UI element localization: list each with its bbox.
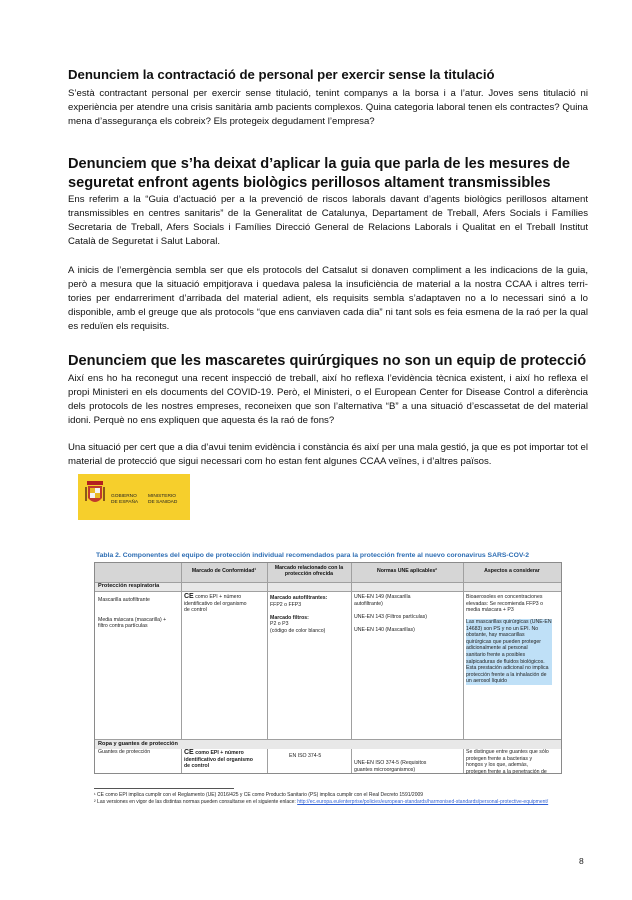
cell-equipment: Guantes de protección bbox=[98, 749, 151, 755]
page-number: 8 bbox=[579, 856, 584, 866]
cell-equipment: Mascarilla autofiltrante Media máscara (mascarilla) + filtro contra partículas bbox=[98, 597, 167, 630]
column-header: Marcado relacionado con la protección ofrecida bbox=[274, 565, 344, 577]
cell-conformity bbox=[184, 594, 247, 614]
logo-text-ministerio: MINISTERIO DE SANIDAD bbox=[148, 494, 178, 505]
cell-marking-label: Marcado filtros: bbox=[270, 614, 309, 621]
paragraph: A inicis de l’emergència sembla ser que els protocols del Catsalut si donaven compliment a les indicacions de la guia, però a mesura que la situació empitjorava i quedava palesa la insuficiència de material a la nostra CCAA i altres terri-tories per endarreriment d’arribada del material adient, els requisits sembla s’adaptaven no a lo necessari sinó a lo disponible, amb el greuge que als protocols “que ens canviaven cada dia” ni tant sols es feia esmena de la raó per la qual es reduïen els requisits. bbox=[68, 265, 588, 332]
paragraph: Així ens ho ha reconegut una recent inspecció de treball, així ho reflexa l’evidència tècnica existent, i així ho reflexa el propi Ministeri en els documents del COVID-19. Però, el Ministeri, o el European Center for Disease Control a diferència dels protocols de les nostres empreses, reconeixen que son l’alternativa “B” a una situació d’escassetat de del material idoni. Perquè no ens expliquen que aquesta és la raó de fons? bbox=[68, 372, 588, 426]
footnote-link[interactable]: http://ec.europa.eu/enterprise/policies/european-standards/harmonised-standards/personal-protective-equipment/ bbox=[297, 799, 549, 805]
column-header: Aspectos a considerar bbox=[484, 568, 540, 574]
footnote: ¹ CE como EPI implica cumplir con el Reglamento (UE) 2016/425 y CE como Producto Sanitario (PS) implica cumplir con el Real Decreto 1591/2009 bbox=[94, 792, 424, 798]
cell-considerations: Bioaerosoles en concentraciones elevadas: Se recomienda FFP3 o media máscara + P3 bbox=[466, 594, 543, 614]
section-row bbox=[95, 582, 561, 591]
section-guia bbox=[68, 155, 588, 334]
cell-marking-value: P2 o P3 (código de color blanco) bbox=[270, 621, 326, 634]
cell-standards: UNE-EN ISO 374-5 (Requisitos guantes microorganismos) bbox=[354, 760, 427, 773]
cell-marking-value: FFP2 o FFP3 bbox=[270, 601, 302, 608]
section-label: Protección respiratoria bbox=[98, 583, 160, 589]
section-contractacio bbox=[68, 66, 588, 129]
section-heading: Denunciem que s’ha deixat d’aplicar la guia que parla de les mesures de seguretat enfront agents biològics perillosos altament transmissibles bbox=[68, 156, 571, 191]
ppe-table bbox=[94, 562, 562, 774]
cell-considerations: Se distingue entre guantes que sólo protegen frente a bacterias y hongos y los que, además, protegen frente a la penetración de bbox=[466, 749, 549, 775]
ce-mark: CE bbox=[184, 749, 194, 756]
cell-marking: EN ISO 374-5 bbox=[289, 753, 322, 759]
cell-considerations-highlight: Las mascarillas quirúrgicas (UNE-EN 14683) son PS y no un EPI. No obstante, hay mascarillas quirúrgicas que pueden proteger adicionalmente al personal sanitario frente a posibles salpicaduras de fluidos biológicos. Esta prestación adicional no implica protección frente a la inhalación de un aerosol líquido bbox=[466, 619, 552, 685]
embedded-document-image bbox=[78, 474, 568, 820]
section-label: Ropa y guantes de protección bbox=[98, 741, 178, 747]
cell-conformity-text: como EPI + número identificativo del organismo de control bbox=[184, 750, 253, 770]
footnote-text: ² Las versiones en vigor de las distintas normas pueden consultarse en el siguiente enlace: bbox=[94, 799, 298, 805]
column-header: Normas UNE aplicables² bbox=[377, 568, 437, 574]
section-heading: Denunciem que les mascaretes quirúrgiques no son un equip de protecció bbox=[68, 353, 587, 369]
coat-of-arms-icon bbox=[84, 479, 106, 509]
government-logo bbox=[78, 474, 190, 520]
cell-marking bbox=[270, 595, 327, 635]
cell-conformity bbox=[184, 750, 253, 770]
cell-standards: UNE-EN 149 (Mascarilla autofiltrante) UNE-EN 143 (Filtros partículas) UNE-EN 140 (Mascarillas) bbox=[354, 594, 427, 633]
footnote bbox=[94, 799, 564, 805]
cell-marking-label: Marcado autofiltrantes: bbox=[270, 595, 328, 601]
logo-text-gobierno: GOBIERNO DE ESPAÑA bbox=[111, 494, 139, 505]
ce-mark: CE bbox=[184, 593, 194, 600]
section-mascaretes bbox=[68, 352, 588, 469]
column-header: Marcado de Conformidad¹ bbox=[191, 568, 257, 574]
paragraph: Ens referim a la “Guia d’actuació per a la prevenció de riscos laborals davant d’agents biològics perillosos altament transmissibles en centres sanitaris” de la Generalitat de Catalunya, Departament de Treball, Afers Socials i Famílies Secretaria de Treball, Afers Socials i Famílies Direcció General de Relacions Laborals i Qualitat en el Treball Institut Català de Seguretat i Salut Laboral. bbox=[68, 194, 588, 247]
paragraph: S’està contractant personal per exercir sense titulació, tenint companys a la borsa i a l’atur. Joves sens titulació ni experiència per atendre una crisis sanitària amb pacients complexos. Quina categoria laboral tenen els contractes? Quina mena d’assegurança els cobreix? Els protegeix degudament l’empresa? bbox=[68, 88, 588, 127]
table-title: Tabla 2. Componentes del equipo de protección individual recomendados para la protección frente al nuevo coronavirus SARS-COV-2 bbox=[96, 552, 530, 559]
cell-conformity-text: como EPI + número identificativo del organismo de control bbox=[184, 594, 247, 614]
section-row bbox=[95, 740, 561, 749]
paragraph: Una situació per cert que a dia d’avui tenim evidència i constància és així per una mala gestió, ja que es pot importar tot el material de protecció que sigui necessari com ho estan fent algunes CCAA veïnes, i d’altres països. bbox=[68, 441, 588, 467]
section-heading: Denunciem la contractació de personal per exercir sense la titulació bbox=[68, 67, 495, 82]
footnote-divider bbox=[94, 788, 234, 789]
